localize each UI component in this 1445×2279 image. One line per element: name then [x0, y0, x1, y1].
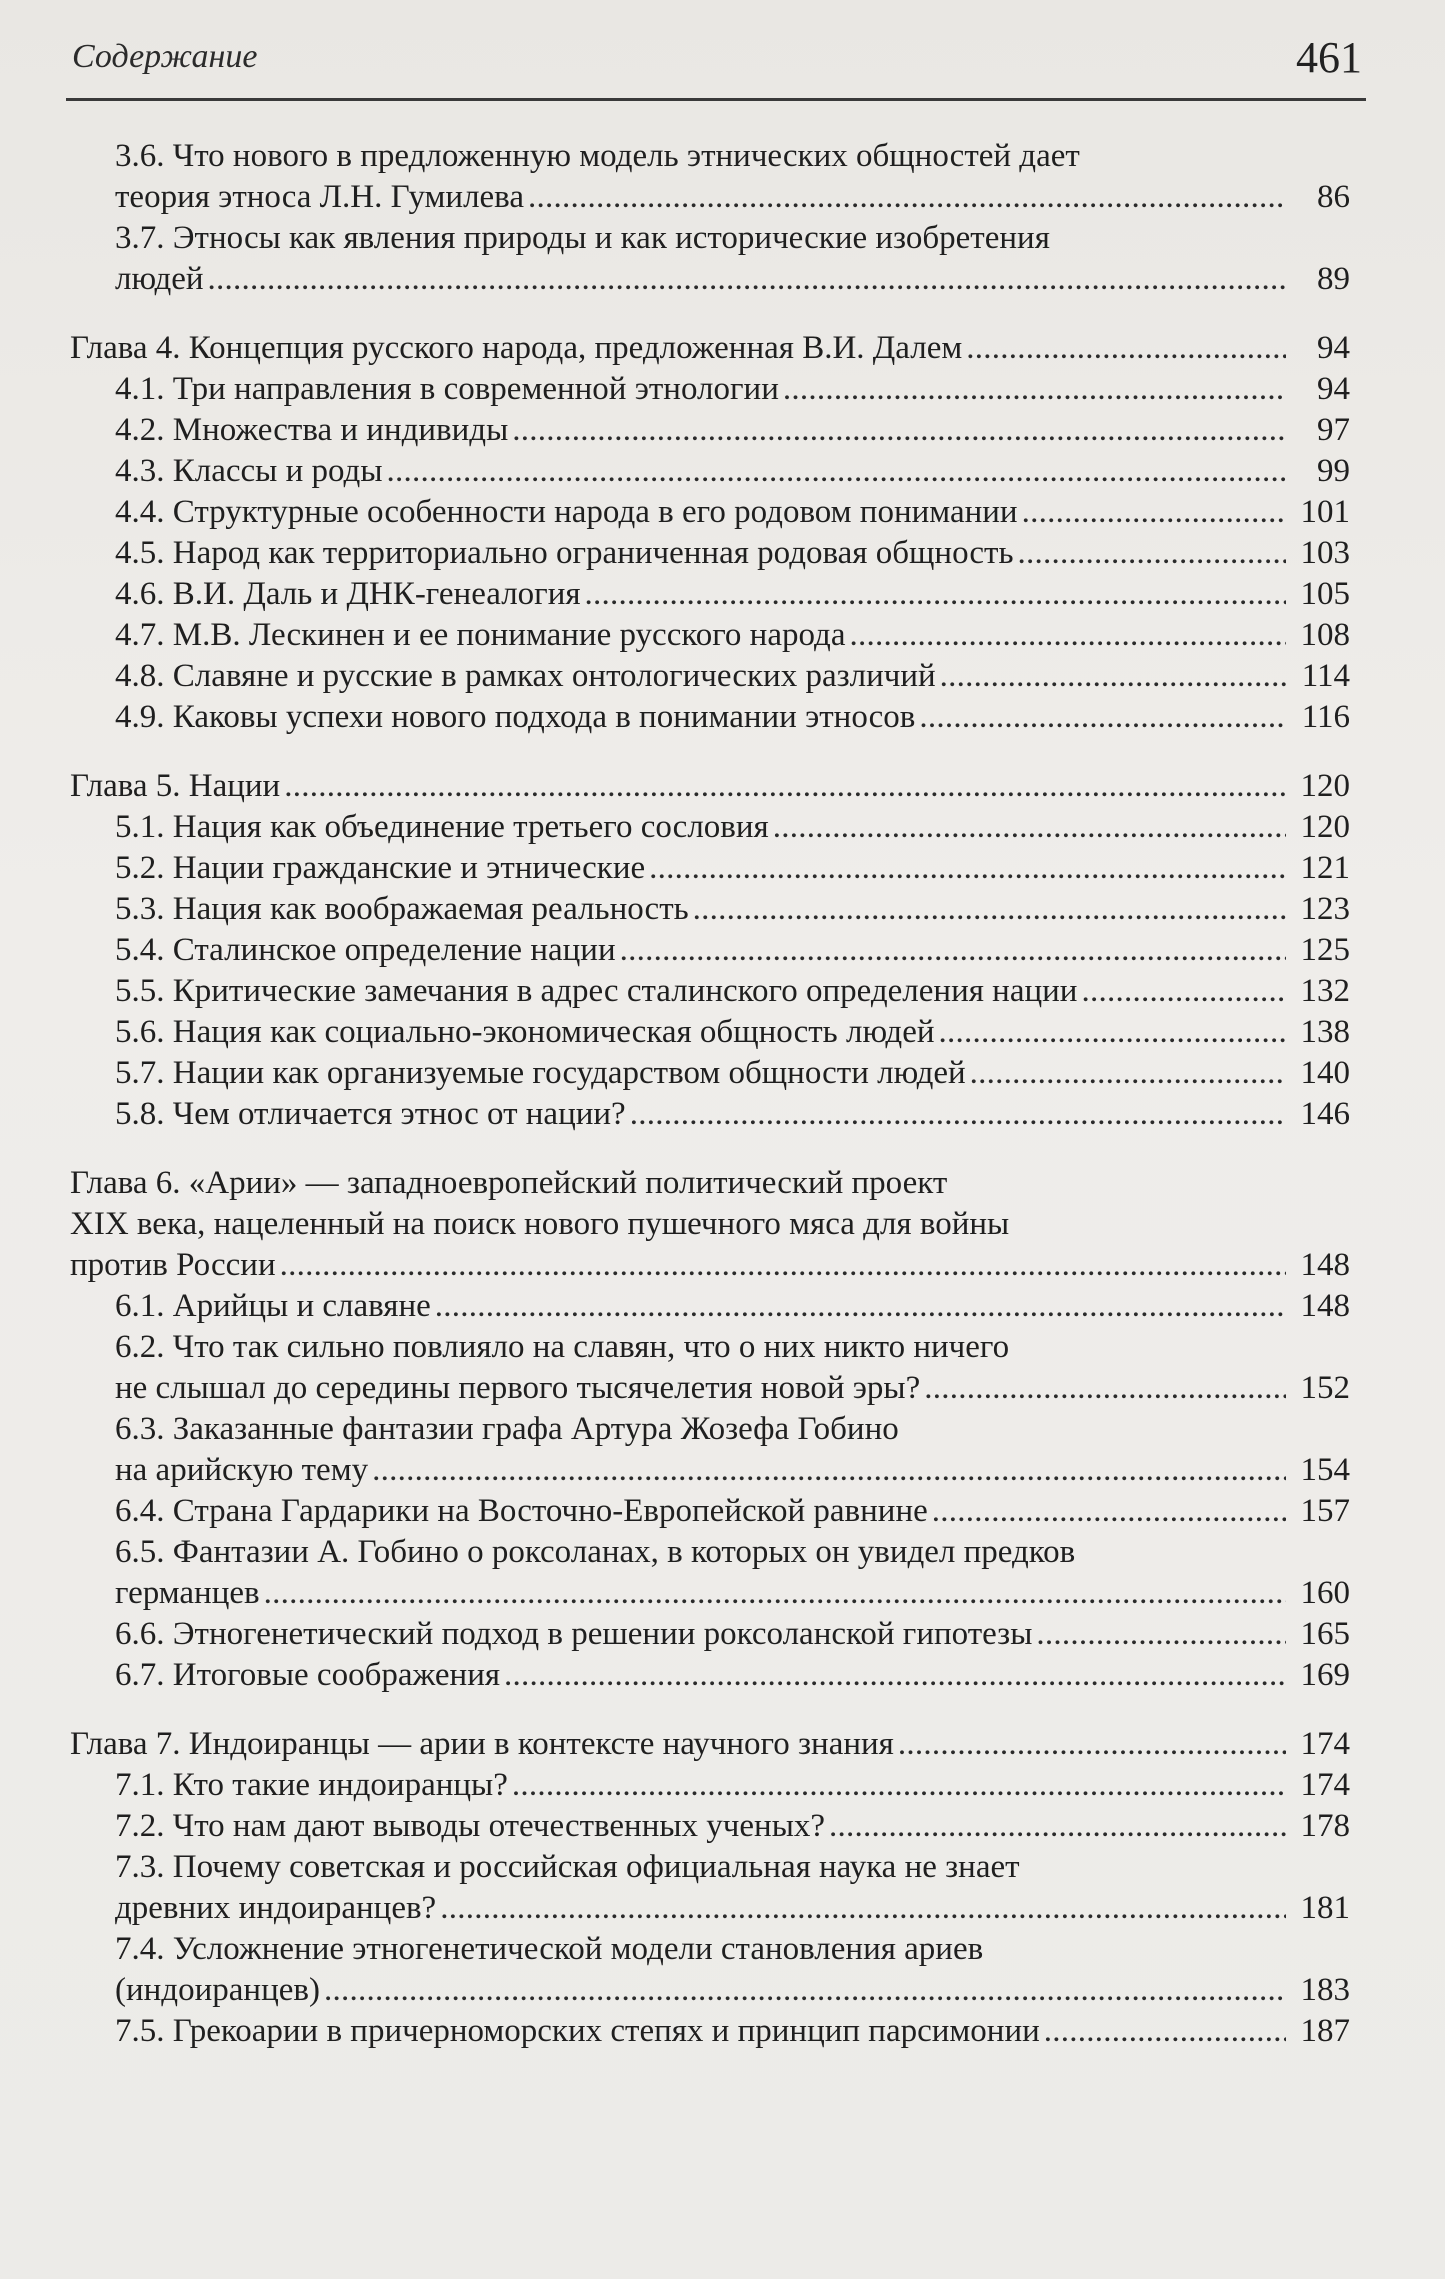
toc-entry-text: германцев: [115, 1575, 260, 1611]
toc-entry-text: людей: [115, 261, 204, 297]
toc-line: [115, 259, 1350, 300]
dot-leader: [620, 930, 1286, 971]
toc-line: [70, 766, 1350, 807]
toc-entry-text: против России: [70, 1247, 276, 1283]
toc-page-number: 174: [1300, 1767, 1350, 1803]
dot-leader: [585, 574, 1286, 615]
toc-line: [115, 1409, 1350, 1450]
toc-page-number: 165: [1300, 1616, 1350, 1652]
toc-entry-text: 6.1. Арийцы и славяне: [115, 1288, 431, 1324]
toc-line: [70, 328, 1350, 369]
section-entry: [70, 1053, 1350, 1094]
toc-entry-text: 5.5. Критические замечания в адрес сталинского определения нации: [115, 973, 1078, 1009]
toc-entry-text: 6.4. Страна Гардарики на Восточно-Европейской равнине: [115, 1493, 928, 1529]
toc-entry-text: 5.8. Чем отличается этнос от нации?: [115, 1096, 626, 1132]
dot-leader: [372, 1450, 1286, 1491]
toc-page-number: 120: [1300, 768, 1350, 804]
toc-entry-text: 4.5. Народ как территориально ограниченная родовая общность: [115, 535, 1014, 571]
dot-leader: [898, 1724, 1286, 1765]
toc-line: [115, 930, 1350, 971]
dot-leader: [512, 410, 1286, 451]
toc-entry-text: 5.2. Нации гражданские и этнические: [115, 850, 646, 886]
toc-page-number: 154: [1300, 1452, 1350, 1488]
toc-entry-text: 5.7. Нации как организуемые государством общности людей: [115, 1055, 966, 1091]
toc-entry-text: 6.6. Этногенетический подход в решении роксоланской гипотезы: [115, 1616, 1033, 1652]
section-entry: [70, 1655, 1350, 1696]
dot-leader: [966, 328, 1286, 369]
toc-entry-text: (индоиранцев): [115, 1972, 320, 2008]
section-entry: [70, 807, 1350, 848]
toc-line: [115, 1614, 1350, 1655]
dot-leader: [208, 259, 1286, 300]
toc-line: [115, 889, 1350, 930]
toc-entry-text: 3.7. Этносы как явления природы и как исторические изобретения: [115, 220, 1050, 256]
dot-leader: [932, 1491, 1286, 1532]
section-entry: [70, 492, 1350, 533]
toc-line: [115, 1888, 1350, 1929]
toc-entry-text: 7.1. Кто такие индоиранцы?: [115, 1767, 508, 1803]
toc-line: [115, 218, 1350, 259]
toc-entry-text: 4.9. Каковы успехи нового подхода в понимании этносов: [115, 699, 916, 735]
toc-entry-text: 4.1. Три направления в современной этнологии: [115, 371, 779, 407]
section-entry: [70, 136, 1350, 218]
toc-line: [115, 1012, 1350, 1053]
toc-page-number: 116: [1301, 699, 1350, 735]
toc-line: [115, 1053, 1350, 1094]
toc-entry-text: 6.3. Заказанные фантазии графа Артура Жозефа Гобино: [115, 1411, 899, 1447]
toc-page-number: 152: [1300, 1370, 1350, 1406]
toc-entry-text: 4.7. М.В. Лескинен и ее понимание русского народа: [115, 617, 846, 653]
dot-leader: [280, 1245, 1286, 1286]
dot-leader: [630, 1094, 1286, 1135]
toc-entry-text: 6.5. Фантазии А. Гобино о роксоланах, в которых он увидел предков: [115, 1534, 1076, 1570]
toc-chapter-block: [70, 1724, 1350, 2052]
toc-page-number: 174: [1300, 1726, 1350, 1762]
toc-page-number: 105: [1300, 576, 1350, 612]
toc-line: [115, 410, 1350, 451]
toc-entry-text: XIX века, нацеленный на поиск нового пушечного мяса для войны: [70, 1206, 1010, 1242]
toc-line: [70, 1245, 1350, 1286]
section-entry: [70, 1286, 1350, 1327]
toc-chapter-block: [70, 766, 1350, 1135]
toc-entry-text: 6.2. Что так сильно повлияло на славян, что о них никто ничего: [115, 1329, 1010, 1365]
dot-leader: [440, 1888, 1286, 1929]
toc-line: [115, 177, 1350, 218]
section-entry: [70, 451, 1350, 492]
toc-page-number: 86: [1317, 179, 1350, 215]
toc-entry-text: 4.2. Множества и индивиды: [115, 412, 509, 448]
section-entry: [70, 533, 1350, 574]
toc-entry-text: на арийскую тему: [115, 1452, 369, 1488]
toc-line: [115, 1491, 1350, 1532]
toc-page-number: 120: [1300, 809, 1350, 845]
toc-page-number: 146: [1300, 1096, 1350, 1132]
toc-line: [115, 1286, 1350, 1327]
dot-leader: [387, 451, 1286, 492]
dot-leader: [512, 1765, 1286, 1806]
section-entry: [70, 410, 1350, 451]
toc-page-number: 101: [1300, 494, 1350, 530]
toc-entry-text: Глава 4. Концепция русского народа, предложенная В.И. Далем: [70, 330, 963, 366]
toc-page-number: 183: [1300, 1972, 1350, 2008]
toc-line: [115, 848, 1350, 889]
dot-leader: [970, 1053, 1286, 1094]
toc-line: [115, 1806, 1350, 1847]
toc-entry-text: 5.1. Нация как объединение третьего сословия: [115, 809, 769, 845]
section-entry: [70, 2011, 1350, 2052]
toc-entry-text: 7.2. Что нам дают выводы отечественных ученых?: [115, 1808, 826, 1844]
toc-line: [115, 1094, 1350, 1135]
toc-entry-text: 4.8. Славяне и русские в рамках онтологических различий: [115, 658, 936, 694]
dot-leader: [435, 1286, 1286, 1327]
page-header: [66, 28, 1366, 100]
toc-page-number: 103: [1300, 535, 1350, 571]
toc-entry-text: 3.6. Что нового в предложенную модель этнических общностей дает: [115, 138, 1080, 174]
toc-line: [115, 615, 1350, 656]
toc-page-number: 123: [1300, 891, 1350, 927]
dot-leader: [783, 369, 1286, 410]
table-of-contents: [70, 136, 1350, 2052]
toc-line: [115, 451, 1350, 492]
toc-page-number: 181: [1300, 1890, 1350, 1926]
section-entry: [70, 971, 1350, 1012]
toc-line: [115, 971, 1350, 1012]
toc-page-number: 114: [1301, 658, 1350, 694]
toc-line: [115, 1847, 1350, 1888]
toc-page-number: 178: [1300, 1808, 1350, 1844]
page-number: 461: [1296, 33, 1362, 82]
section-entry: [70, 218, 1350, 300]
dot-leader: [528, 177, 1286, 218]
toc-line: [115, 492, 1350, 533]
toc-page-number: 121: [1300, 850, 1350, 886]
toc-entry-text: не слышал до середины первого тысячелетия новой эры?: [115, 1370, 921, 1406]
running-head: Содержание: [72, 38, 258, 75]
toc-entry-text: теория этноса Л.Н. Гумилева: [115, 179, 524, 215]
toc-line: [115, 369, 1350, 410]
toc-page-number: 108: [1300, 617, 1350, 653]
dot-leader: [773, 807, 1286, 848]
toc-entry-text: древних индоиранцев?: [115, 1890, 437, 1926]
section-entry: [70, 656, 1350, 697]
chapter-heading: [70, 1163, 1350, 1286]
toc-entry-text: 4.3. Классы и роды: [115, 453, 383, 489]
toc-line: [70, 1204, 1350, 1245]
toc-page-number: 97: [1317, 412, 1350, 448]
toc-entry-text: 5.6. Нация как социально-экономическая общность людей: [115, 1014, 935, 1050]
dot-leader: [284, 766, 1286, 807]
section-entry: [70, 1327, 1350, 1409]
toc-page-number: 132: [1300, 973, 1350, 1009]
section-entry: [70, 1614, 1350, 1655]
toc-page-number: 187: [1300, 2013, 1350, 2049]
toc-page-number: 94: [1317, 330, 1350, 366]
toc-chapter-block: [70, 328, 1350, 738]
toc-line: [115, 533, 1350, 574]
section-entry: [70, 1012, 1350, 1053]
dot-leader: [693, 889, 1286, 930]
section-entry: [70, 1929, 1350, 2011]
toc-line: [115, 574, 1350, 615]
section-entry: [70, 697, 1350, 738]
toc-entry-text: Глава 5. Нации: [70, 768, 281, 804]
toc-page-number: 125: [1300, 932, 1350, 968]
header-rule: [66, 98, 1366, 101]
section-entry: [70, 1409, 1350, 1491]
dot-leader: [1081, 971, 1286, 1012]
toc-entry-text: 5.4. Сталинское определение нации: [115, 932, 616, 968]
section-entry: [70, 1491, 1350, 1532]
section-entry: [70, 574, 1350, 615]
toc-page-number: 89: [1317, 261, 1350, 297]
toc-page-number: 148: [1300, 1247, 1350, 1283]
section-entry: [70, 889, 1350, 930]
toc-page-number: 138: [1300, 1014, 1350, 1050]
section-entry: [70, 1094, 1350, 1135]
toc-chapter-block: [70, 136, 1350, 300]
toc-line: [115, 656, 1350, 697]
toc-page-number: 148: [1300, 1288, 1350, 1324]
dot-leader: [940, 656, 1286, 697]
dot-leader: [649, 848, 1286, 889]
toc-line: [115, 136, 1350, 177]
toc-line: [115, 1929, 1350, 1970]
dot-leader: [504, 1655, 1286, 1696]
section-entry: [70, 1847, 1350, 1929]
toc-line: [70, 1163, 1350, 1204]
dot-leader: [1036, 1614, 1286, 1655]
toc-entry-text: 7.4. Усложнение этногенетической модели становления ариев: [115, 1931, 984, 1967]
toc-entry-text: 7.5. Грекоарии в причерноморских степях и принцип парсимонии: [115, 2013, 1040, 2049]
section-entry: [70, 615, 1350, 656]
dot-leader: [1044, 2011, 1286, 2052]
toc-line: [115, 1573, 1350, 1614]
toc-line: [115, 1327, 1350, 1368]
dot-leader: [1022, 492, 1286, 533]
toc-line: [115, 1532, 1350, 1573]
toc-page-number: 169: [1300, 1657, 1350, 1693]
dot-leader: [829, 1806, 1286, 1847]
chapter-heading: [70, 766, 1350, 807]
toc-entry-text: Глава 6. «Арии» — западноевропейский политический проект: [70, 1165, 948, 1201]
dot-leader: [324, 1970, 1286, 2011]
toc-line: [115, 1765, 1350, 1806]
section-entry: [70, 1806, 1350, 1847]
toc-page-number: 94: [1317, 371, 1350, 407]
toc-entry-text: 7.3. Почему советская и российская официальная наука не знает: [115, 1849, 1020, 1885]
toc-line: [70, 1724, 1350, 1765]
toc-line: [115, 1655, 1350, 1696]
section-entry: [70, 369, 1350, 410]
toc-entry-text: 4.4. Структурные особенности народа в его родовом понимании: [115, 494, 1018, 530]
toc-line: [115, 1970, 1350, 2011]
dot-leader: [924, 1368, 1286, 1409]
toc-line: [115, 1368, 1350, 1409]
toc-line: [115, 1450, 1350, 1491]
toc-page-number: 99: [1317, 453, 1350, 489]
toc-line: [115, 2011, 1350, 2052]
toc-entry-text: Глава 7. Индоиранцы — арии в контексте научного знания: [70, 1726, 894, 1762]
toc-line: [115, 697, 1350, 738]
section-entry: [70, 1532, 1350, 1614]
toc-entry-text: 5.3. Нация как воображаемая реальность: [115, 891, 689, 927]
toc-page-number: 160: [1300, 1575, 1350, 1611]
toc-entry-text: 4.6. В.И. Даль и ДНК-генеалогия: [115, 576, 581, 612]
dot-leader: [939, 1012, 1286, 1053]
toc-entry-text: 6.7. Итоговые соображения: [115, 1657, 501, 1693]
dot-leader: [1018, 533, 1286, 574]
toc-page-number: 157: [1300, 1493, 1350, 1529]
chapter-heading: [70, 1724, 1350, 1765]
dot-leader: [919, 697, 1286, 738]
toc-chapter-block: [70, 1163, 1350, 1696]
section-entry: [70, 1765, 1350, 1806]
section-entry: [70, 848, 1350, 889]
toc-line: [115, 807, 1350, 848]
chapter-heading: [70, 328, 1350, 369]
dot-leader: [849, 615, 1286, 656]
dot-leader: [264, 1573, 1286, 1614]
section-entry: [70, 930, 1350, 971]
toc-page-number: 140: [1300, 1055, 1350, 1091]
